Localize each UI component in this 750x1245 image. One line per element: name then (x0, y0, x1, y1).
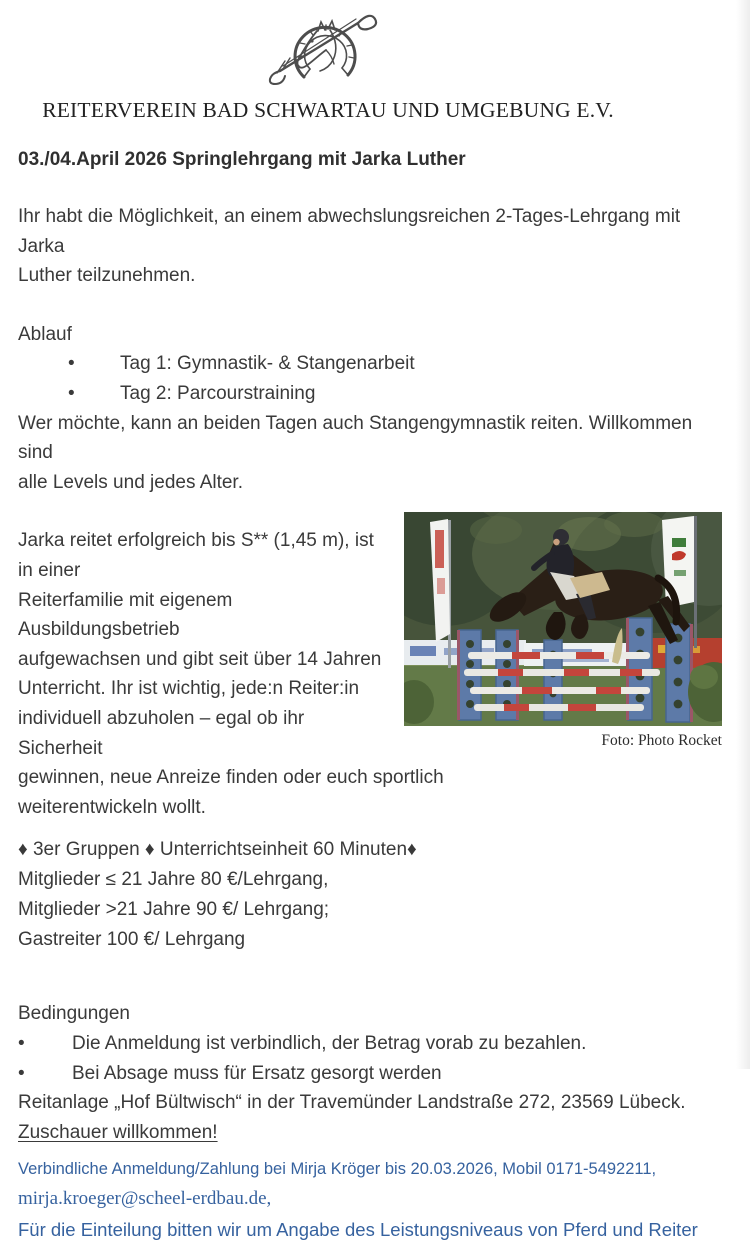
registration-section (18, 1155, 722, 1245)
price-line: Mitglieder >21 Jahre 90 €/ Lehrgang; (18, 898, 330, 920)
about-line: aufgewachsen und gibt seit über 14 Jahren (18, 648, 382, 670)
list-item: • Tag 2: Parcourstraining (18, 379, 722, 409)
email-link[interactable]: mirja.kroeger@scheel-erdbau.de, (18, 1188, 272, 1210)
groups-line: ♦ 3er Gruppen ♦ Unterrichtseinheit 60 Minuten♦ (18, 839, 417, 861)
condition-item: • Bei Absage muss für Ersatz gesorgt werden (18, 1059, 722, 1089)
spectators-line: Zuschauer willkommen! (18, 1121, 218, 1143)
venue-line: Reitanlage „Hof Bültwisch“ in der Travemünder Landstraße 272, 23569 Lübeck. (18, 1092, 686, 1114)
about-line: Jarka reitet erfolgreich bis S** (1,45 m), ist in einer (18, 530, 374, 581)
intro-line: Ihr habt die Möglichkeit, an einem abwechslungsreichen 2-Tages-Lehrgang mit Jarka (18, 206, 681, 257)
note-line: alle Levels und jedes Alter. (18, 471, 243, 493)
logo-container (18, 0, 722, 89)
pricing-section (18, 835, 722, 954)
list-item: • Tag 1: Gymnastik- & Stangenarbeit (18, 349, 722, 379)
price-line: Mitglieder ≤ 21 Jahre 80 €/Lehrgang, (18, 869, 329, 891)
trainer-section (18, 512, 722, 954)
about-line: Reiterfamilie mit eigenem Ausbildungsbetrieb (18, 589, 233, 641)
conditions-label: Bedingungen (18, 1003, 130, 1025)
about-line: Unterricht. Ihr ist wichtig, jede:n Reiter:in (18, 678, 360, 700)
photo-credit: Foto: Photo Rocket (601, 732, 722, 750)
ablauf-label: Ablauf (18, 323, 72, 345)
price-line: Gastreiter 100 €/ Lehrgang (18, 928, 246, 950)
level-request-line: Für die Einteilung bitten wir um Angabe des Leistungsniveaus von Pferd und Reiter (18, 1219, 698, 1241)
conditions-section (18, 999, 722, 1147)
ablauf-note (18, 409, 722, 498)
event-heading: 03./04.April 2026 Springlehrgang mit Jarka Luther (18, 149, 466, 170)
condition-item: • Die Anmeldung ist verbindlich, der Betrag vorab zu bezahlen. (18, 1029, 722, 1059)
photo-block (404, 512, 722, 751)
ablauf-list (18, 349, 722, 408)
page-title: REITERVEREIN BAD SCHWARTAU UND UMGEBUNG E.V. (42, 98, 614, 122)
note-line: Wer möchte, kann an beiden Tagen auch Stangengymnastik reiten. Willkommen sind (18, 412, 693, 464)
intro-line: Luther teilzunehmen. (18, 265, 196, 287)
about-line: gewinnen, neue Anreize finden oder euch sportlich (18, 767, 444, 789)
intro-paragraph (18, 202, 722, 291)
club-logo-horseshoe-horse-icon (260, 5, 392, 89)
about-line: individuell abzuholen – egal ob ihr Sicherheit (18, 707, 305, 759)
about-line: weiterentwickeln wollt. (18, 796, 206, 818)
showjumping-photo (404, 512, 722, 726)
registration-info-line: Verbindliche Anmeldung/Zahlung bei Mirja Kröger bis 20.03.2026, Mobil 0171-5492211, (18, 1160, 657, 1179)
